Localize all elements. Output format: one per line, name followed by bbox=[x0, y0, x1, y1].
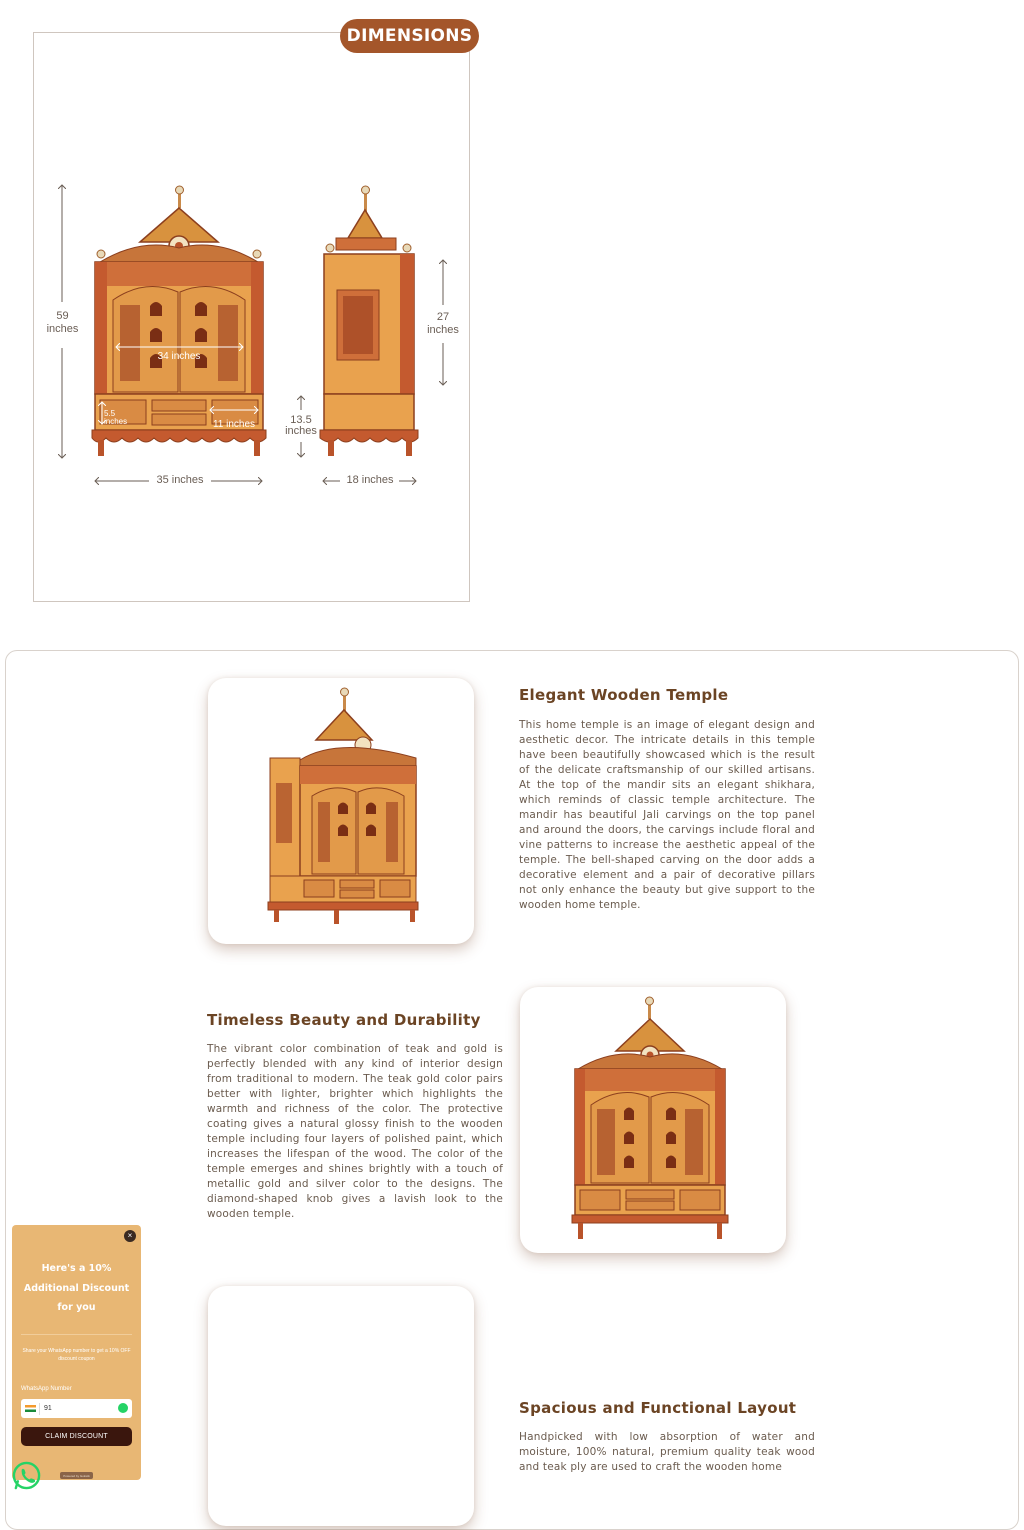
feature-image-elegant-temple bbox=[208, 678, 474, 944]
whatsapp-field-label: WhatsApp Number bbox=[21, 1386, 72, 1392]
popup-divider bbox=[21, 1334, 132, 1335]
popup-subtext: Share your WhatsApp number to get a 10% OFF discount coupon bbox=[22, 1348, 131, 1362]
feature-image-timeless-beauty bbox=[520, 987, 786, 1253]
drawer-height-label bbox=[104, 410, 138, 426]
front-width-label: 35 inches bbox=[156, 474, 204, 486]
feature-image-spacious-layout bbox=[208, 1286, 474, 1526]
front-height-value: 59 bbox=[56, 310, 69, 322]
feature-title-elegant-temple: Elegant Wooden Temple bbox=[519, 686, 729, 704]
close-icon[interactable]: × bbox=[124, 1230, 136, 1242]
drawer-width-label: 11 inches bbox=[212, 419, 256, 430]
front-inner-width-label: 34 inches bbox=[157, 351, 201, 362]
popup-headline-line1: Here's a 10% bbox=[41, 1263, 112, 1274]
popup-headline-line2: Additional Discount bbox=[23, 1282, 130, 1294]
drawer-height-value: 5.5 bbox=[104, 409, 116, 418]
drawer-height-unit: inches bbox=[104, 417, 128, 426]
feature-body-timeless-beauty: The vibrant color combination of teak and gold is perfectly blended with any kind of interior design from traditional to modern. The teak gold color pairs better with lighter, brighter which highlights the warmth and richness of the color. The protective coating gives a natural glossy finish to the wooden temple including four layers of polished paint, which increases the lifespan of the wood. The color of the temple emerges and shines brightly with a touch of metallic gold and silver color to the designs. The diamond-shaped knob gives a lavish look to the wooden temple. bbox=[207, 1043, 503, 1220]
product-features-card bbox=[5, 650, 1019, 1530]
temple-front-image bbox=[520, 987, 786, 1253]
temple-three-quarter-image bbox=[208, 678, 474, 944]
dimensions-badge: DIMENSIONS bbox=[340, 19, 479, 53]
front-height-label bbox=[40, 310, 85, 336]
whatsapp-float-icon[interactable] bbox=[11, 1460, 42, 1491]
side-temple-image bbox=[320, 186, 418, 456]
side-base-height-unit: inches bbox=[285, 425, 317, 437]
whatsapp-icon bbox=[118, 1403, 128, 1413]
side-cabinet-height-unit: inches bbox=[427, 324, 459, 336]
feature-title-spacious-layout: Spacious and Functional Layout bbox=[519, 1399, 797, 1417]
feature-body-elegant-temple: This home temple is an image of elegant design and aesthetic decor. The intricate details in this temple have been beautifully showcased which is the result of the delicate craftsmanship of our skilled artisans. At the top of the mandir sits an elegant shikhara, which reminds of classic temple architecture. The mandir has beautiful Jali carvings on the top panel and around the doors, the carvings include floral and vine patterns to increase the aesthetic appeal of the temple. The bell-shaped carving on the door adds a decorative element and a pair of decorative pillars not only enhance the beauty but give support to the wooden home temple. bbox=[519, 719, 815, 911]
side-cabinet-height-value: 27 bbox=[436, 311, 450, 323]
claim-discount-button[interactable]: CLAIM DISCOUNT bbox=[21, 1427, 132, 1446]
whatsapp-number-input[interactable] bbox=[21, 1399, 132, 1418]
feature-title-timeless-beauty: Timeless Beauty and Durability bbox=[207, 1011, 481, 1029]
popup-headline bbox=[12, 1259, 141, 1318]
side-base-height-label bbox=[281, 415, 321, 437]
input-separator bbox=[39, 1403, 40, 1415]
feature-body-spacious-layout: Handpicked with low absorption of water and moisture, 100% natural, premium quality teak wood and teak ply are used to craft the wooden home bbox=[519, 1431, 815, 1473]
front-height-unit: inches bbox=[46, 323, 79, 335]
popup-headline-line3: for you bbox=[57, 1302, 96, 1313]
powered-by-badge: Powered by Gokwik bbox=[60, 1472, 93, 1479]
dimensions-diagram bbox=[0, 0, 1024, 640]
side-base-height-value: 13.5 bbox=[290, 414, 312, 426]
side-depth-label: 18 inches bbox=[346, 474, 394, 486]
country-code-value: 91 bbox=[44, 1405, 52, 1412]
side-cabinet-height-label bbox=[421, 311, 465, 337]
india-flag-icon bbox=[25, 1405, 36, 1412]
